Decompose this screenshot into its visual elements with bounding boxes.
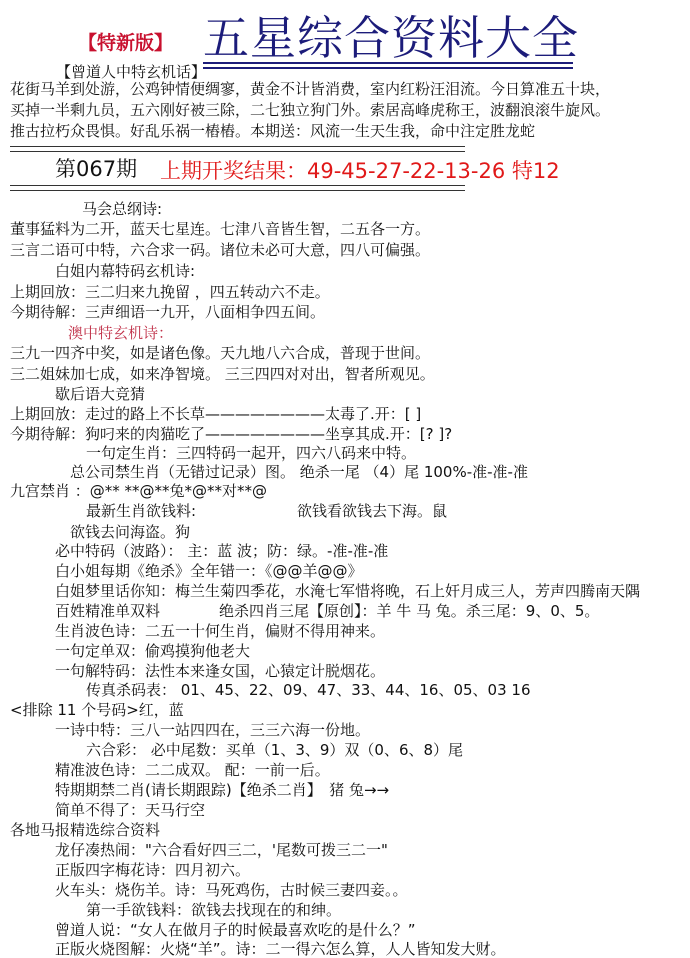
text-line: 正版四字梅花诗：四月初六。 xyxy=(55,861,251,879)
text-line: 生肖波色诗：二五一十何生肖，偏财不得用神来。 xyxy=(55,622,386,640)
text-line: 特期期禁二肖(请长期跟踪)【绝杀二肖】 猪 兔→→ xyxy=(55,781,390,799)
text-line: 三九一四齐中奖，如是诸色像。天九地八六合成，普现于世间。 xyxy=(10,344,431,362)
section-heading: 马会总纲诗: xyxy=(82,200,163,218)
intro-line: 买掉一半剩九员，五六刚好被三除，二七独立狗门外。索居高峰虎称王，波翻浪滚牛旋风。 xyxy=(10,101,611,119)
text-line: 精准波色诗：二二成双。 配：一前一后。 xyxy=(55,761,330,779)
divider xyxy=(10,185,465,191)
text-line: 董事猛料为二开，蓝天七星连。七津八音皆生智，二五各一方。 xyxy=(10,220,431,238)
title-underline xyxy=(203,62,573,69)
text-line: 上期回放：三二归来九挽留 ，四五转动六不走。 xyxy=(10,283,330,301)
text-line: 白姐梦里话你知：梅兰生菊四季花，水淹七军惜将晚，石上奸月成三人，芳声四腾南天隅 xyxy=(55,582,641,600)
page-title: 五星综合资料大全 xyxy=(203,11,579,65)
text-line: 最新生肖欲钱料: xyxy=(86,502,197,520)
text-line: 百姓精准单双料 xyxy=(55,602,161,620)
text-line: 正版火烧图解：火烧“羊”。诗：二一得六怎么算，人人皆知发大财。 xyxy=(55,940,506,958)
text-line: 第一手欲钱料：欲钱去找现在的和绅。 xyxy=(86,901,342,919)
section-heading: 白姐内幕特码玄机诗: xyxy=(55,262,196,280)
text-line: 一句定单双：偷鸡摸狗他老大 xyxy=(55,642,251,660)
text-line: 绝杀四肖三尾【原创】：羊 牛 马 兔。杀三尾：9、0、5。 xyxy=(219,602,600,620)
section-heading: 歇后语大竞猜 xyxy=(55,385,146,403)
text-line: 一诗中特：三八一站四四在，三三六海一份地。 xyxy=(55,721,371,739)
text-line: 三言二语可中特，六合求一码。诸位未必可大意，四八可偏强。 xyxy=(10,241,431,259)
text-line: 六合彩： 必中尾数：买单（1、3、9）双（0、6、8）尾 xyxy=(86,741,464,759)
text-line: 三二姐妹加七成，如来净智境。 三三四四对对出，智者所观见。 xyxy=(10,365,435,383)
text-line: 一句定生肖：三四特码一起开，四六八码来中特。 xyxy=(86,444,417,462)
text-line: 曾道人说：“女人在做月子的时候最喜欢吃的是什么？” xyxy=(55,921,416,939)
text-line: 九宫禁肖 ：@** **@**兔*@**对**@ xyxy=(10,482,268,500)
intro-line: 花街马羊到处游，公鸡钟情便绸寥，黄金不计皆消费，室内红粉汪泪流。今日算准五十块， xyxy=(10,80,611,98)
section-heading: 澳中特玄机诗： xyxy=(68,324,174,342)
text-line: 龙仔凑热闹："六合看好四三二，'尾数可拨三二一" xyxy=(55,841,388,859)
text-line: 上期回放：走过的路上不长草————————太毒了.开：[ ] xyxy=(10,405,422,423)
divider xyxy=(10,146,465,152)
text-line: 传真杀码表： 01、45、22、09、47、33、44、16、05、03 16 xyxy=(86,681,531,699)
text-line: 一句解特码：法性本来逢女国，心猿定计脱烟花。 xyxy=(55,662,386,680)
text-line: 白小姐每期《绝杀》全年错一：《@@羊@@》 xyxy=(55,562,363,580)
last-draw-result: 上期开奖结果：49-45-27-22-13-26 特12 xyxy=(160,159,560,183)
text-line: 简单不得了：天马行空 xyxy=(55,801,206,819)
text-line: 总公司禁生肖（无错过记录）图。 绝杀一尾 （4）尾 100%-准-准-准 xyxy=(70,463,528,481)
text-line: 今期待解：狗叼来的肉猫吃了————————坐享其成.开：[? ]? xyxy=(10,425,453,443)
edition-badge: 【特新版】 xyxy=(78,32,174,54)
text-line: 必中特码（波路）： 主：蓝 波；防：绿。-准-准-准 xyxy=(55,542,389,560)
text-line: 火车头：烧伤羊。诗：马死鸡伤，古时候三妻四妾。。 xyxy=(55,881,408,899)
text-line: 今期待解：三声细语一九开，八面相争四五间。 xyxy=(10,303,326,321)
intro-line: 推古拉朽众畏惧。好乱乐祸一樁樁。本期送：风流一生天生我，命中注定胜龙蛇 xyxy=(10,122,536,140)
text-line: 欲钱去问海盗。狗 xyxy=(70,523,191,541)
text-line: 欲钱看欲钱去下海。鼠 xyxy=(297,502,448,520)
section-heading: 各地马报精选综合资料 xyxy=(10,821,161,839)
text-line: <排除 11 个号码>红，蓝 xyxy=(10,701,184,719)
issue-number: 第067期 xyxy=(55,157,138,181)
intro-heading: 【曾道人中特玄机话】 xyxy=(56,63,207,81)
